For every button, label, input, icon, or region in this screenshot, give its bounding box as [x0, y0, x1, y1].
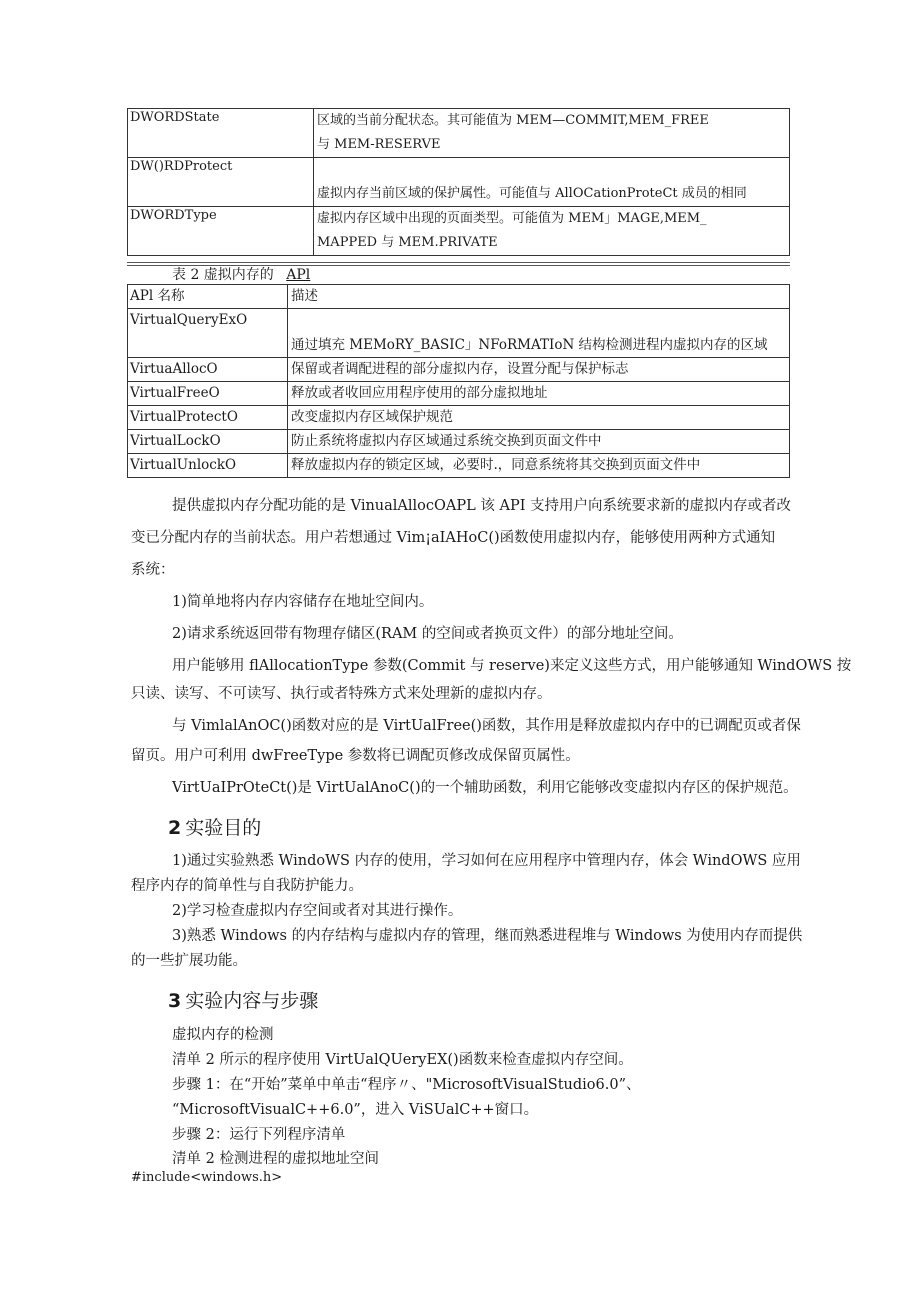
caption-text: 表 2 虚拟内存的	[172, 267, 274, 283]
table-row	[128, 158, 790, 207]
goal-line: 2)学习检查虚拟内存空间或者对其进行操作。	[172, 903, 463, 919]
field-name: DWORDType	[128, 207, 314, 256]
api-name: VirtualUnlockO	[128, 454, 288, 478]
description-line: 区域的当前分配状态。其可能值为 MEM—COMMIT,MEM_FREE	[317, 113, 709, 128]
api-name: VirtualQueryExO	[128, 309, 288, 358]
description-line	[317, 158, 789, 182]
api-name: VirtualLockO	[128, 430, 288, 454]
description-line: 虚拟内存区域中出现的页面类型。可能值为 MEM」MAGE,MEM_	[317, 211, 707, 226]
table-row	[128, 406, 790, 430]
api-name: VirtualProtectO	[128, 406, 288, 430]
api-description: 防止系统将虚拟内存区域通过系统交换到页面文件中	[288, 430, 790, 454]
list-item: 1)简单地将内存内容储存在地址空间内。	[172, 594, 434, 610]
content-line: 清单 2 检测进程的虚拟地址空间	[172, 1151, 379, 1167]
content-line: 清单 2 所示的程序使用 VirtUalQUeryEX()函数来检查虚拟内存空间。	[172, 1052, 633, 1068]
field-name: DW()RDProtect	[128, 158, 314, 207]
paragraph-line: 留页。用户可利用 dwFreeType 参数将已调配页修改成保留页属性。	[131, 748, 580, 764]
table-row	[128, 382, 790, 406]
table-header-row	[128, 285, 790, 309]
description-line: 虚拟内存当前区域的保护属性。可能值与 AllOCationProteCt 成员的相同	[317, 186, 747, 201]
field-description	[314, 158, 790, 207]
field-description	[314, 109, 790, 158]
goal-line: 3)熟悉 Windows 的内存结构与虚拟内存的管理，继而熟悉进程堆与 Windows 为使用内存而提供	[172, 928, 803, 944]
code-line: #include<windows.h>	[131, 1170, 283, 1185]
content-line: 步骤 1：在“开始”菜单中单击“程序〃、"MicrosoftVisualStudio6.0”、	[172, 1077, 641, 1093]
table-row	[128, 109, 790, 158]
divider	[127, 262, 790, 263]
paragraph-line: 变已分配内存的当前状态。用户若想通过 Vim¡aIAHoC()函数使用虚拟内存，能够使用两种方式通知	[131, 530, 776, 546]
api-description: 保留或者调配进程的部分虚拟内存，设置分配与保护标志	[288, 358, 790, 382]
virtual-memory-api-table	[127, 284, 790, 478]
paragraph-line: VirtUaIPrOteCt()是 VirtUalAnoC()的一个辅助函数，利用它能够改变虚拟内存区的保护规范。	[172, 780, 798, 796]
memory-info-table	[127, 108, 790, 256]
section-title: 实验目的	[185, 817, 262, 839]
field-name: DWORDState	[128, 109, 314, 158]
goal-line: 程序内存的简单性与自我防护能力。	[131, 878, 363, 894]
goal-line: 的一些扩展功能。	[131, 953, 247, 969]
content-line: 步骤 2：运行下列程序清单	[172, 1127, 346, 1143]
column-header-description: 描述	[288, 285, 790, 309]
api-name: VirtualFreeO	[128, 382, 288, 406]
section-number: 3	[168, 990, 182, 1012]
table-caption	[172, 264, 310, 284]
table-row	[128, 207, 790, 256]
api-description: 释放虚拟内存的锁定区域，必要时.，同意系统将其交换到页面文件中	[288, 454, 790, 478]
section-title: 实验内容与步骤	[185, 990, 319, 1012]
api-name: VirtuaAllocO	[128, 358, 288, 382]
content-line: 虚拟内存的检测	[172, 1027, 274, 1043]
column-header-api-name: APl 名称	[128, 285, 288, 309]
section-number: 2	[168, 817, 182, 839]
goal-line: 1)通过实验熟悉 WindoWS 内存的使用，学习如何在应用程序中管理内存，体会 WindOWS 应用	[172, 853, 801, 869]
table-row	[128, 454, 790, 478]
field-description	[314, 207, 790, 256]
description-line: MAPPED 与 MEM.PRIVATE	[317, 235, 498, 250]
table-row	[128, 309, 790, 358]
caption-api: APl	[286, 267, 311, 283]
paragraph-line: 只读、读写、不可读写、执行或者特殊方式来处理新的虚拟内存。	[131, 686, 552, 702]
content-line: “MicrosoftVisualC++6.0”，进入 ViSUalC++窗口。	[172, 1102, 539, 1118]
api-description: 通过填充 MEMoRY_BASIC」NFoRMATIoN 结构检测进程内虚拟内存的区域	[288, 309, 790, 358]
paragraph-line: 提供虚拟内存分配功能的是 VinualAllocOAPL 该 API 支持用户向系统要求新的虚拟内存或者改	[172, 498, 792, 514]
api-description: 改变虚拟内存区域保护规范	[288, 406, 790, 430]
section-heading	[168, 813, 261, 840]
description-line: 与 MEM-RESERVE	[317, 137, 441, 152]
table-row	[128, 430, 790, 454]
paragraph-line: 用户能够用 flAllocationType 参数(Commit 与 reserve)来定义这些方式，用户能够通知 WindOWS 按	[172, 658, 852, 674]
list-item: 2)请求系统返回带有物理存储区(RAM 的空间或者换页文件）的部分地址空间。	[172, 626, 683, 642]
api-description: 释放或者收回应用程序使用的部分虚拟地址	[288, 382, 790, 406]
paragraph-line: 与 VimlalAnOC()函数对应的是 VirtUalFree()函数，其作用是释放虚拟内存中的已调配页或者保	[172, 718, 801, 734]
section-heading	[168, 986, 318, 1013]
paragraph-line: 系统：	[131, 562, 175, 578]
table-row	[128, 358, 790, 382]
